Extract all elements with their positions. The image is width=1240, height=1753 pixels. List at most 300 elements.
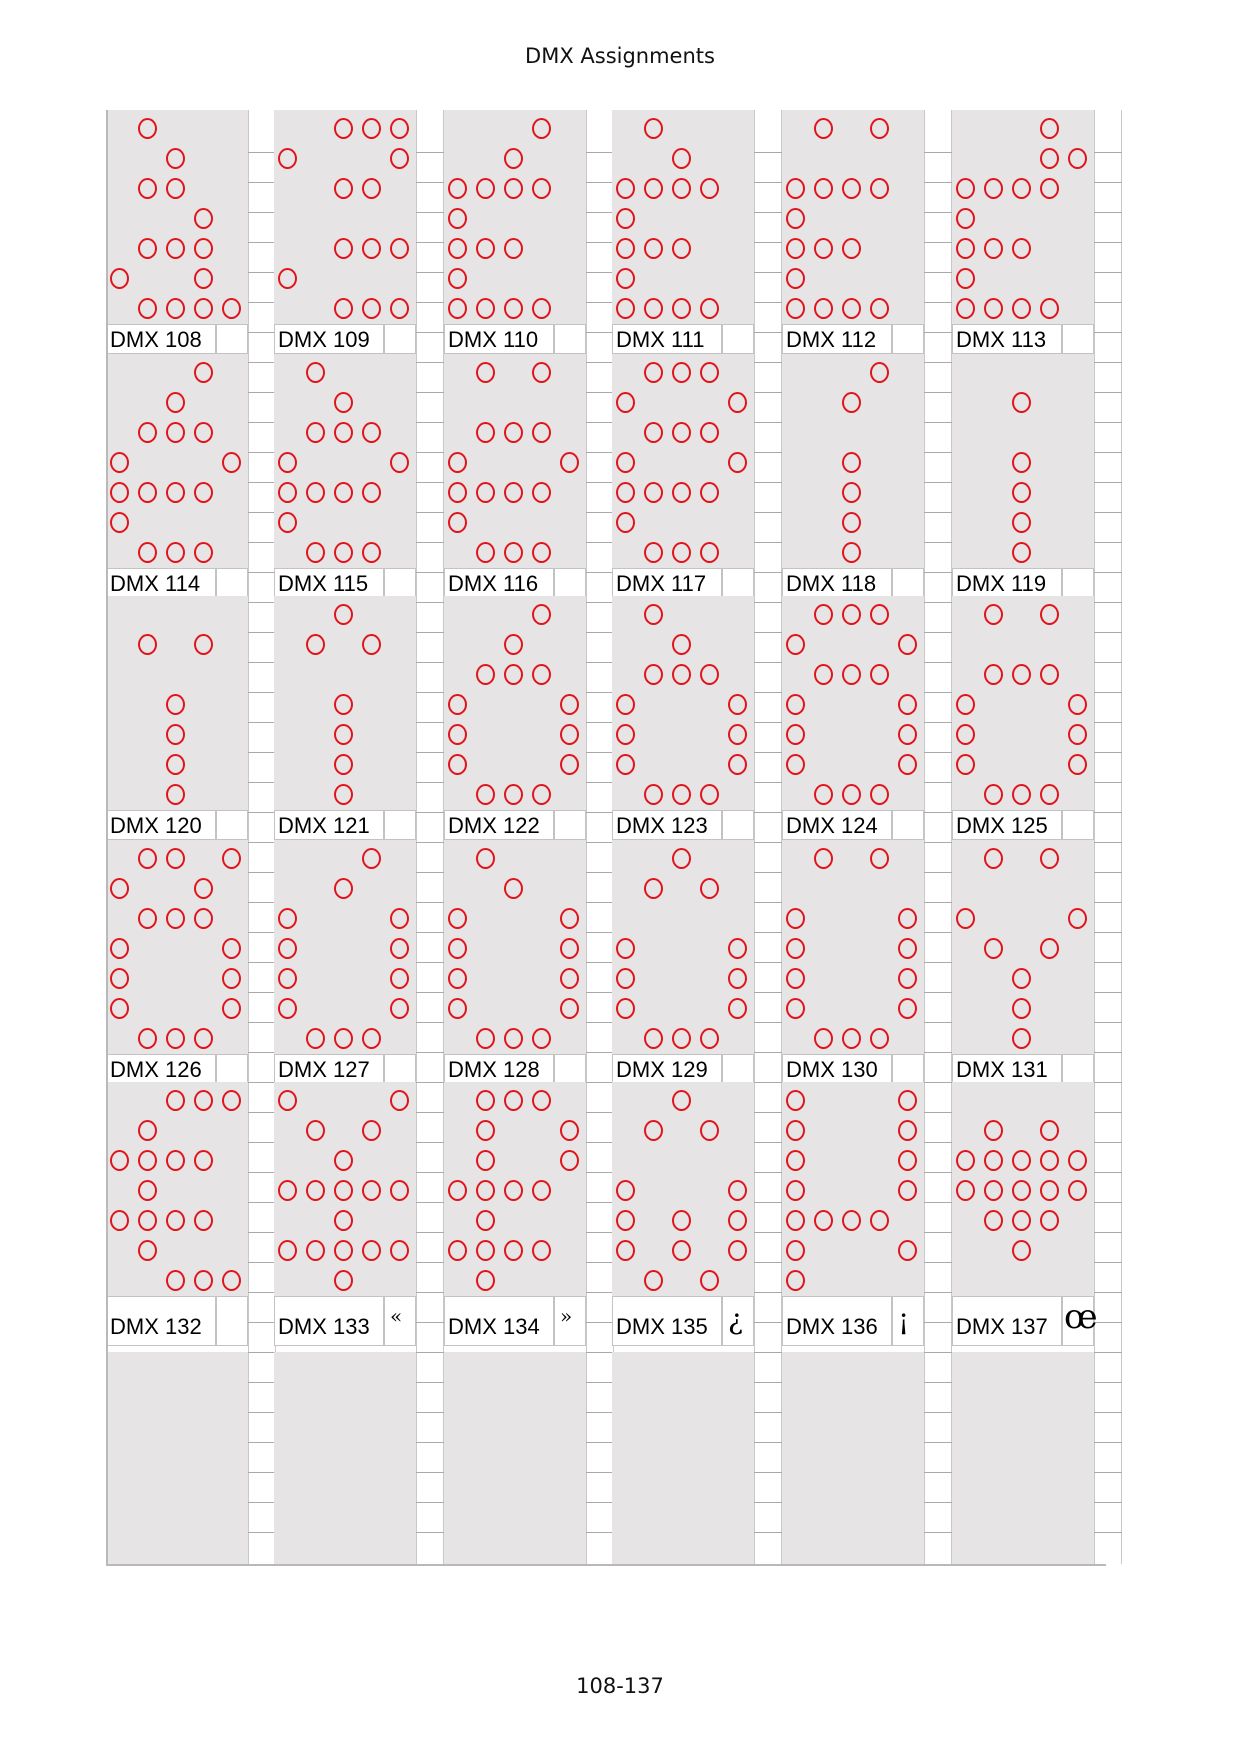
channel-label: DMX 134 — [448, 1314, 540, 1339]
led-dot — [306, 1028, 325, 1049]
led-dot — [644, 1028, 663, 1049]
separator-tick — [416, 1532, 444, 1533]
led-dot — [222, 998, 241, 1019]
dot-matrix-panel — [106, 110, 248, 324]
separator-tick — [1094, 272, 1122, 273]
led-dot — [700, 362, 719, 383]
channel-label: DMX 114 — [110, 571, 201, 596]
separator-tick — [1094, 722, 1122, 723]
separator-tick — [586, 1292, 614, 1293]
separator-tick — [248, 1262, 276, 1263]
led-dot — [138, 1120, 157, 1141]
separator-tick — [416, 632, 444, 633]
separator-tick — [754, 1352, 782, 1353]
led-dot — [870, 848, 889, 869]
led-dot — [476, 178, 495, 199]
led-dot — [1040, 1150, 1059, 1171]
separator-tick — [924, 482, 952, 483]
channel-label: DMX 125 — [956, 813, 1048, 838]
led-dot — [786, 298, 805, 319]
led-dot — [306, 634, 325, 655]
separator-tick — [924, 1382, 952, 1383]
led-dot — [786, 938, 805, 959]
led-dot — [278, 908, 297, 929]
led-dot — [898, 724, 917, 745]
led-dot — [166, 1028, 185, 1049]
separator-tick — [416, 392, 444, 393]
led-dot — [362, 118, 381, 139]
glyph-box — [892, 324, 924, 354]
led-dot — [1068, 1150, 1087, 1171]
separator-tick — [586, 1022, 614, 1023]
led-dot — [1012, 482, 1031, 503]
separator-tick — [1094, 1082, 1122, 1083]
led-dot — [448, 178, 467, 199]
led-dot — [138, 634, 157, 655]
led-dot — [476, 848, 495, 869]
glyph-box — [892, 810, 924, 840]
led-dot — [334, 542, 353, 563]
separator-tick — [924, 1202, 952, 1203]
led-dot — [166, 542, 185, 563]
separator-tick — [1094, 632, 1122, 633]
separator-tick — [586, 302, 614, 303]
led-dot — [644, 664, 663, 685]
separator-tick — [924, 632, 952, 633]
led-dot — [560, 724, 579, 745]
separator-tick — [1094, 992, 1122, 993]
led-dot — [728, 724, 747, 745]
separator-tick — [754, 1082, 782, 1083]
led-dot — [194, 362, 213, 383]
led-dot — [786, 1270, 805, 1291]
led-dot — [504, 542, 523, 563]
led-dot — [898, 1090, 917, 1111]
separator-tick — [754, 842, 782, 843]
led-dot — [984, 1150, 1003, 1171]
separator-tick — [754, 272, 782, 273]
separator-tick — [586, 962, 614, 963]
separator-tick — [416, 992, 444, 993]
led-dot — [814, 178, 833, 199]
separator-tick — [924, 1292, 952, 1293]
led-dot — [504, 664, 523, 685]
separator-tick — [754, 422, 782, 423]
led-dot — [110, 268, 129, 289]
separator-tick — [1094, 422, 1122, 423]
separator-tick — [586, 392, 614, 393]
led-dot — [362, 542, 381, 563]
separator-tick — [754, 962, 782, 963]
led-dot — [476, 482, 495, 503]
led-dot — [138, 1150, 157, 1171]
separator-tick — [416, 212, 444, 213]
glyph-box — [384, 568, 416, 598]
led-dot — [166, 238, 185, 259]
separator-tick — [924, 1472, 952, 1473]
led-dot — [672, 1210, 691, 1231]
separator-tick — [248, 152, 276, 153]
separator-tick — [1094, 872, 1122, 873]
separator-tick — [248, 842, 276, 843]
separator-tick — [924, 992, 952, 993]
separator-tick — [416, 512, 444, 513]
separator-tick — [248, 1082, 276, 1083]
channel-label: DMX 123 — [616, 813, 708, 838]
led-dot — [448, 1240, 467, 1261]
led-dot — [166, 148, 185, 169]
led-dot — [870, 362, 889, 383]
dot-matrix-panel — [106, 1082, 248, 1296]
led-dot — [278, 938, 297, 959]
led-dot — [110, 998, 129, 1019]
led-dot — [504, 298, 523, 319]
separator-tick — [754, 542, 782, 543]
led-dot — [110, 968, 129, 989]
led-dot — [1012, 968, 1031, 989]
separator-tick — [1094, 1502, 1122, 1503]
led-dot — [898, 634, 917, 655]
separator-tick — [248, 1202, 276, 1203]
led-dot — [334, 1180, 353, 1201]
separator-tick — [416, 422, 444, 423]
separator-tick — [586, 1382, 614, 1383]
column-separator — [586, 110, 614, 1564]
channel-label: DMX 118 — [786, 571, 877, 596]
led-dot — [616, 178, 635, 199]
separator-tick — [586, 1232, 614, 1233]
led-dot — [616, 482, 635, 503]
channel-label: DMX 124 — [786, 813, 878, 838]
led-dot — [390, 1090, 409, 1111]
led-dot — [870, 298, 889, 319]
led-dot — [166, 1210, 185, 1231]
led-dot — [448, 968, 467, 989]
separator-tick — [248, 1172, 276, 1173]
page-range-footer: 108-137 — [576, 1674, 664, 1698]
led-dot — [728, 392, 747, 413]
separator-tick — [1094, 1172, 1122, 1173]
separator-tick — [754, 1052, 782, 1053]
separator-tick — [754, 1502, 782, 1503]
led-dot — [560, 908, 579, 929]
separator-tick — [754, 1442, 782, 1443]
separator-tick — [924, 752, 952, 753]
led-dot — [362, 1120, 381, 1141]
led-dot — [166, 1090, 185, 1111]
led-dot — [842, 238, 861, 259]
led-dot — [1040, 848, 1059, 869]
led-dot — [700, 784, 719, 805]
glyph-box — [1062, 810, 1094, 840]
led-dot — [870, 664, 889, 685]
separator-tick — [248, 542, 276, 543]
led-dot — [138, 542, 157, 563]
led-dot — [476, 664, 495, 685]
separator-tick — [586, 1532, 614, 1533]
led-dot — [166, 392, 185, 413]
separator-tick — [924, 932, 952, 933]
separator-tick — [924, 1442, 952, 1443]
separator-tick — [416, 602, 444, 603]
separator-tick — [754, 662, 782, 663]
led-dot — [984, 238, 1003, 259]
separator-tick — [586, 1082, 614, 1083]
led-dot — [1068, 754, 1087, 775]
separator-tick — [586, 1412, 614, 1413]
led-dot — [334, 1028, 353, 1049]
separator-tick — [754, 182, 782, 183]
led-dot — [476, 422, 495, 443]
separator-tick — [586, 272, 614, 273]
channel-label: DMX 122 — [448, 813, 540, 838]
glyph-box — [216, 810, 248, 840]
separator-tick — [416, 272, 444, 273]
separator-tick — [924, 1262, 952, 1263]
led-dot — [194, 878, 213, 899]
separator-tick — [248, 482, 276, 483]
separator-tick — [586, 992, 614, 993]
character-glyph: ¡ — [898, 1303, 910, 1336]
led-dot — [362, 482, 381, 503]
separator-tick — [924, 302, 952, 303]
channel-label: DMX 108 — [110, 327, 202, 352]
separator-tick — [1094, 962, 1122, 963]
led-dot — [870, 1210, 889, 1231]
led-dot — [334, 118, 353, 139]
led-dot — [786, 1240, 805, 1261]
glyph-box — [216, 1296, 248, 1346]
separator-tick — [248, 422, 276, 423]
separator-tick — [924, 272, 952, 273]
separator-tick — [586, 1472, 614, 1473]
led-dot — [984, 1180, 1003, 1201]
separator-tick — [924, 1232, 952, 1233]
separator-tick — [924, 1112, 952, 1113]
led-dot — [448, 754, 467, 775]
empty-panel — [274, 1352, 416, 1564]
led-dot — [728, 938, 747, 959]
separator-tick — [924, 1142, 952, 1143]
led-dot — [390, 938, 409, 959]
led-dot — [672, 298, 691, 319]
led-dot — [1040, 664, 1059, 685]
separator-tick — [248, 1502, 276, 1503]
separator-tick — [248, 932, 276, 933]
separator-tick — [924, 1502, 952, 1503]
separator-tick — [924, 1172, 952, 1173]
led-dot — [814, 664, 833, 685]
led-dot — [448, 238, 467, 259]
separator-tick — [924, 362, 952, 363]
led-dot — [644, 784, 663, 805]
led-dot — [842, 1028, 861, 1049]
led-dot — [278, 968, 297, 989]
led-dot — [700, 422, 719, 443]
led-dot — [194, 1150, 213, 1171]
led-dot — [306, 482, 325, 503]
led-dot — [842, 784, 861, 805]
separator-tick — [1094, 452, 1122, 453]
separator-tick — [586, 332, 614, 333]
led-dot — [476, 1090, 495, 1111]
led-dot — [278, 452, 297, 473]
led-dot — [616, 208, 635, 229]
separator-tick — [586, 1112, 614, 1113]
led-dot — [786, 634, 805, 655]
led-dot — [390, 1180, 409, 1201]
led-dot — [1040, 604, 1059, 625]
separator-tick — [416, 302, 444, 303]
separator-tick — [754, 512, 782, 513]
separator-tick — [754, 1322, 782, 1323]
led-dot — [138, 178, 157, 199]
led-dot — [166, 908, 185, 929]
separator-tick — [586, 1262, 614, 1263]
led-dot — [700, 178, 719, 199]
glyph-box — [554, 324, 586, 354]
led-dot — [898, 1120, 917, 1141]
led-dot — [166, 298, 185, 319]
led-dot — [616, 1210, 635, 1231]
separator-tick — [754, 212, 782, 213]
led-dot — [956, 724, 975, 745]
led-dot — [166, 1270, 185, 1291]
led-dot — [334, 1270, 353, 1291]
led-dot — [334, 392, 353, 413]
led-dot — [842, 452, 861, 473]
led-dot — [616, 968, 635, 989]
column-separator — [1094, 110, 1122, 1564]
led-dot — [476, 1240, 495, 1261]
led-dot — [898, 908, 917, 929]
character-glyph: ¿ — [728, 1303, 744, 1336]
led-dot — [194, 268, 213, 289]
led-dot — [1068, 694, 1087, 715]
led-dot — [390, 968, 409, 989]
led-dot — [898, 694, 917, 715]
led-dot — [194, 238, 213, 259]
separator-tick — [248, 1112, 276, 1113]
led-dot — [644, 482, 663, 503]
led-dot — [672, 542, 691, 563]
led-dot — [616, 1240, 635, 1261]
empty-panel — [612, 1352, 754, 1564]
led-dot — [842, 512, 861, 533]
separator-tick — [924, 872, 952, 873]
separator-tick — [586, 242, 614, 243]
led-dot — [110, 452, 129, 473]
separator-tick — [416, 1022, 444, 1023]
led-dot — [504, 1090, 523, 1111]
led-dot — [898, 1180, 917, 1201]
separator-tick — [248, 872, 276, 873]
separator-tick — [924, 662, 952, 663]
empty-panel — [782, 1352, 924, 1564]
separator-tick — [416, 1322, 444, 1323]
led-dot — [362, 1180, 381, 1201]
separator-tick — [248, 1532, 276, 1533]
separator-tick — [754, 572, 782, 573]
separator-tick — [416, 1052, 444, 1053]
channel-label: DMX 120 — [110, 813, 202, 838]
separator-tick — [1094, 782, 1122, 783]
separator-tick — [924, 812, 952, 813]
led-dot — [334, 298, 353, 319]
led-dot — [532, 1180, 551, 1201]
separator-tick — [248, 572, 276, 573]
empty-panel — [952, 1352, 1094, 1564]
separator-tick — [416, 542, 444, 543]
led-dot — [870, 178, 889, 199]
led-dot — [306, 422, 325, 443]
led-dot — [1040, 1120, 1059, 1141]
separator-tick — [416, 752, 444, 753]
separator-tick — [754, 632, 782, 633]
glyph-box — [1062, 324, 1094, 354]
separator-tick — [1094, 932, 1122, 933]
led-dot — [476, 298, 495, 319]
led-dot — [278, 1090, 297, 1111]
separator-tick — [754, 362, 782, 363]
led-dot — [362, 238, 381, 259]
separator-tick — [924, 452, 952, 453]
separator-tick — [754, 992, 782, 993]
channel-label: DMX 131 — [956, 1057, 1048, 1082]
led-dot — [362, 1028, 381, 1049]
separator-tick — [416, 1382, 444, 1383]
channel-label: DMX 117 — [616, 571, 707, 596]
separator-tick — [416, 842, 444, 843]
led-dot — [898, 998, 917, 1019]
led-dot — [560, 452, 579, 473]
led-dot — [898, 1150, 917, 1171]
separator-tick — [1094, 512, 1122, 513]
page-title: DMX Assignments — [525, 44, 715, 68]
separator-tick — [416, 1202, 444, 1203]
led-dot — [390, 298, 409, 319]
glyph-box — [384, 810, 416, 840]
led-dot — [278, 1180, 297, 1201]
led-dot — [560, 1150, 579, 1171]
led-dot — [672, 1240, 691, 1261]
led-dot — [166, 694, 185, 715]
led-dot — [616, 298, 635, 319]
separator-tick — [586, 212, 614, 213]
led-dot — [956, 754, 975, 775]
separator-tick — [416, 332, 444, 333]
led-dot — [1068, 724, 1087, 745]
separator-tick — [416, 1412, 444, 1413]
led-dot — [194, 634, 213, 655]
separator-tick — [1094, 902, 1122, 903]
led-dot — [504, 1028, 523, 1049]
separator-tick — [586, 1352, 614, 1353]
led-dot — [644, 542, 663, 563]
separator-tick — [248, 782, 276, 783]
separator-tick — [248, 1052, 276, 1053]
channel-label: DMX 135 — [616, 1314, 708, 1339]
channel-label: DMX 132 — [110, 1314, 202, 1339]
led-dot — [110, 878, 129, 899]
led-dot — [138, 118, 157, 139]
led-dot — [1068, 1180, 1087, 1201]
led-dot — [616, 512, 635, 533]
separator-tick — [586, 422, 614, 423]
separator-tick — [248, 272, 276, 273]
led-dot — [644, 1120, 663, 1141]
separator-tick — [416, 572, 444, 573]
